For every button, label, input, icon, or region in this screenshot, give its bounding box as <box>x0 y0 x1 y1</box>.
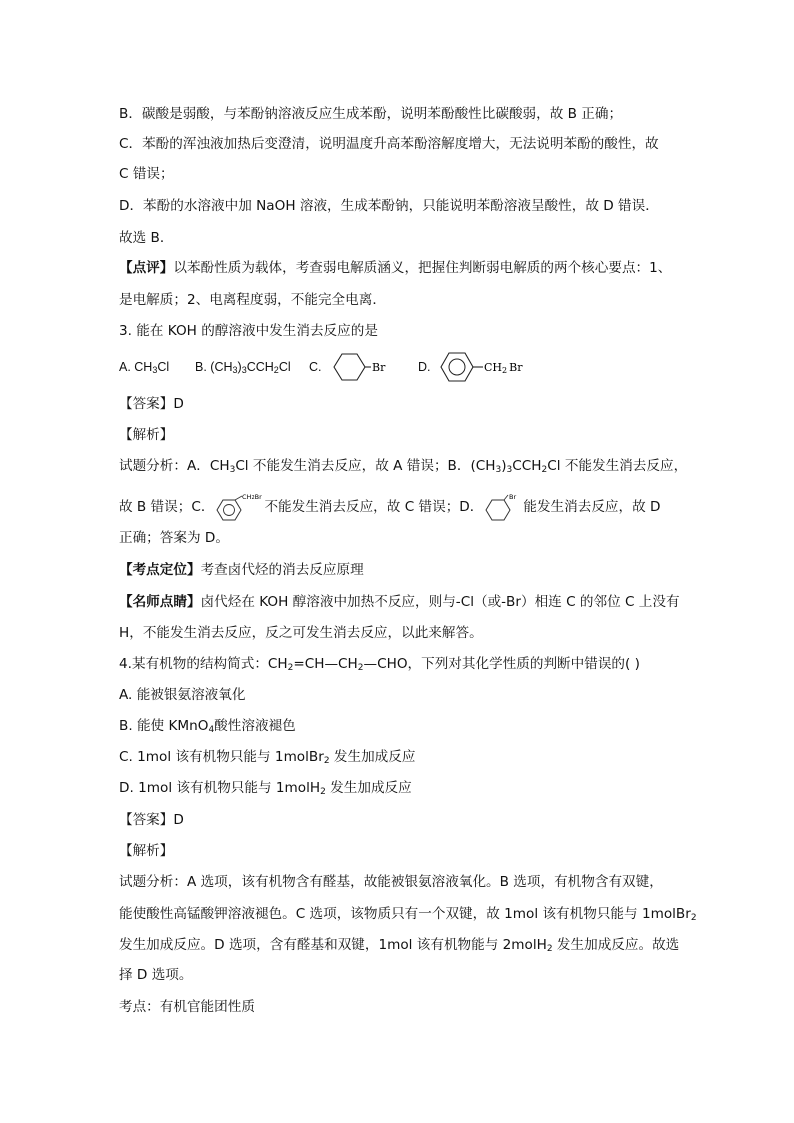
line-c-explanation: C．苯酚的浑浊液加热后变澄清，说明温度升高苯酚溶解度增大，无法说明苯酚的酸性，故 <box>119 136 659 152</box>
q4-option-a: A. 能被银氨溶液氧化 <box>119 687 246 703</box>
analysis-4-line-2: 能使酸性高锰酸钾溶液褪色。C 选项，该物质只有一个双键，故 1mol 该有机物只能与 1molBr$_2$ <box>119 906 697 923</box>
analysis-4-line-3: 发生加成反应。D 选项，含有醛基和双键，1mol 该有机物能与 2molH$_2$ 发生加成反应。故选 <box>119 937 680 954</box>
analysis-4-line-1: 试题分析：A 选项，该有机物含有醛基，故能被银氨溶液氧化。B 选项，有机物含有双键， <box>119 874 663 890</box>
cyclohexyl-bromide-small-structure <box>483 492 523 522</box>
analysis-3-heading: 【解析】 <box>119 427 174 443</box>
svg-text:CH2Br: CH2Br <box>242 493 263 501</box>
comment-tag: 【点评】 <box>119 260 174 276</box>
q3-option-c-label: C. <box>309 360 322 374</box>
comment-line-2: 是电解质；2、电离程度弱，不能完全电离． <box>119 292 386 308</box>
mingshi-line-2: H，不能发生消去反应，反之可发生消去反应，以此来解答。 <box>119 625 483 641</box>
question-4: 4.某有机物的结构简式：$CH_2=CH—CH_2—CHO$，下列对其化学性质的判断中错误的( ) <box>119 656 640 673</box>
q4-option-c: C. 1mol 该有机物只能与 1molBr$_2$ 发生加成反应 <box>119 749 416 766</box>
line-choose-b: 故选 B． <box>119 230 174 246</box>
analysis-4-line-4: 择 D 选项。 <box>119 967 193 983</box>
kaodian-4: 考点：有机官能团性质 <box>119 999 255 1015</box>
analysis-3-line-1: 试题分析：A．$CH_3Cl$ 不能发生消去反应，故 A 错误；B．$(CH_3)_3CCH_2Cl$ 不能发生消去反应， <box>119 458 688 475</box>
q3-option-d-label: D. <box>418 360 431 374</box>
svg-text:Br: Br <box>372 361 386 374</box>
svg-text:Br: Br <box>509 493 517 501</box>
question-3: 3. 能在 KOH 的醇溶液中发生消去反应的是 <box>119 323 378 339</box>
benzyl-bromide-small-structure <box>214 492 264 522</box>
analysis-4-heading: 【解析】 <box>119 843 174 859</box>
benzyl-bromide-structure <box>437 346 527 388</box>
mingshi-line-1: 【名师点睛】卤代烃在 KOH 醇溶液中加热不反应，则与-Cl（或-Br）相连 C 的邻位 C 上没有 <box>119 594 680 610</box>
analysis-3-line-2: 故 B 错误；C． CH2Br 不能发生消去反应，故 C 错误；D． Br 能发生消去反应，故 D <box>119 492 661 522</box>
cyclohexyl-bromide-structure <box>326 348 388 386</box>
q3-option-a: A. $CH_3Cl$ <box>119 360 170 375</box>
line-d-explanation: D．苯酚的水溶液中加 NaOH 溶液，生成苯酚钠，只能说明苯酚溶液呈酸性，故 D 错误． <box>119 198 659 214</box>
q4-option-d: D. 1mol 该有机物只能与 1molH$_2$ 发生加成反应 <box>119 780 412 797</box>
svg-text:CH2Br: CH2 Br <box>484 361 523 375</box>
comment-line-1 <box>119 258 671 278</box>
line-b-explanation: B．碳酸是弱酸，与苯酚钠溶液反应生成苯酚，说明苯酚酸性比碳酸弱，故 B 正确； <box>119 106 623 122</box>
q3-option-b: B. $(CH_3)_3CCH_2Cl$ <box>195 360 291 375</box>
comment-text-1: 以苯酚性质为载体，考查弱电解质涵义，把握住判断弱电解质的两个核心要点：1、 <box>173 260 672 276</box>
analysis-3-line-3: 正确；答案为 D。 <box>119 530 229 546</box>
answer-4: 【答案】D <box>119 812 184 828</box>
answer-3: 【答案】D <box>119 396 184 412</box>
q4-option-b: B. 能使 KMnO$_4$酸性溶液褪色 <box>119 718 296 735</box>
line-c-error: C 错误； <box>119 166 174 182</box>
kaodian-line: 【考点定位】考查卤代烃的消去反应原理 <box>119 562 364 578</box>
